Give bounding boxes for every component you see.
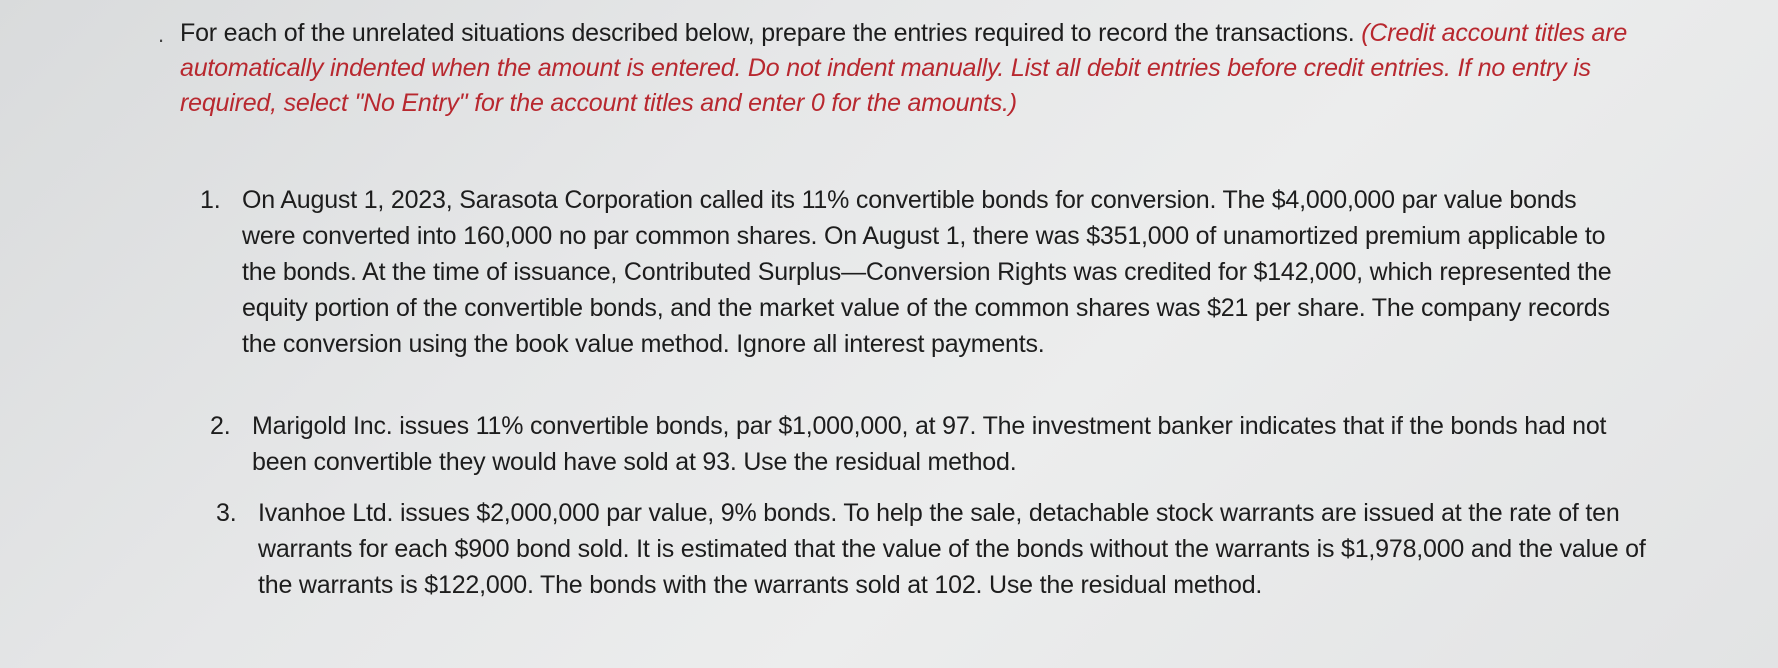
intro-paragraph <box>180 16 1660 121</box>
question-item-3 <box>216 495 1668 603</box>
question-number: 3. <box>216 499 237 527</box>
question-item-2 <box>210 408 1652 480</box>
question-text: Marigold Inc. issues 11% convertible bonds, par $1,000,000, at 97. The investment banker indicates that if the bonds had not been convertible they would have sold at 93. Use the residual method. <box>252 412 1607 476</box>
question-text: On August 1, 2023, Sarasota Corporation called its 11% convertible bonds for conversion. The $4,000,000 par value bonds were converted into 160,000 no par common shares. On August 1, there was $351,000 of unamortized premium applicable to the bonds. At the time of issuance, Contributed Surplus—Conversion Rights was credited for $142,000, which represented the equity portion of the convertible bonds, and the market value of the common shares was $21 per share. The company records the conversion using the book value method. Ignore all interest payments. <box>242 186 1612 358</box>
question-number: 2. <box>210 412 231 440</box>
question-text: Ivanhoe Ltd. issues $2,000,000 par value, 9% bonds. To help the sale, detachable stock warrants are issued at the rate of ten warrants for each $900 bond sold. It is estimated that the value of the bonds without the warrants is $1,978,000 and the value of the warrants is $122,000. The bonds with the warrants sold at 102. Use the residual method. <box>258 499 1646 599</box>
intro-text: For each of the unrelated situations described below, prepare the entries required to record the transactions. <box>180 19 1362 47</box>
question-item-1 <box>200 182 1632 362</box>
question-number: 1. <box>200 186 221 214</box>
intro-instruction: (Credit account titles are automatically indented when the amount is entered. Do not indent manually. List all debit entries before credit entries. If no entry is required, select "No Entry" for the account titles and enter 0 for the amounts.) <box>180 19 1628 117</box>
intro-bullet: . <box>158 22 165 47</box>
